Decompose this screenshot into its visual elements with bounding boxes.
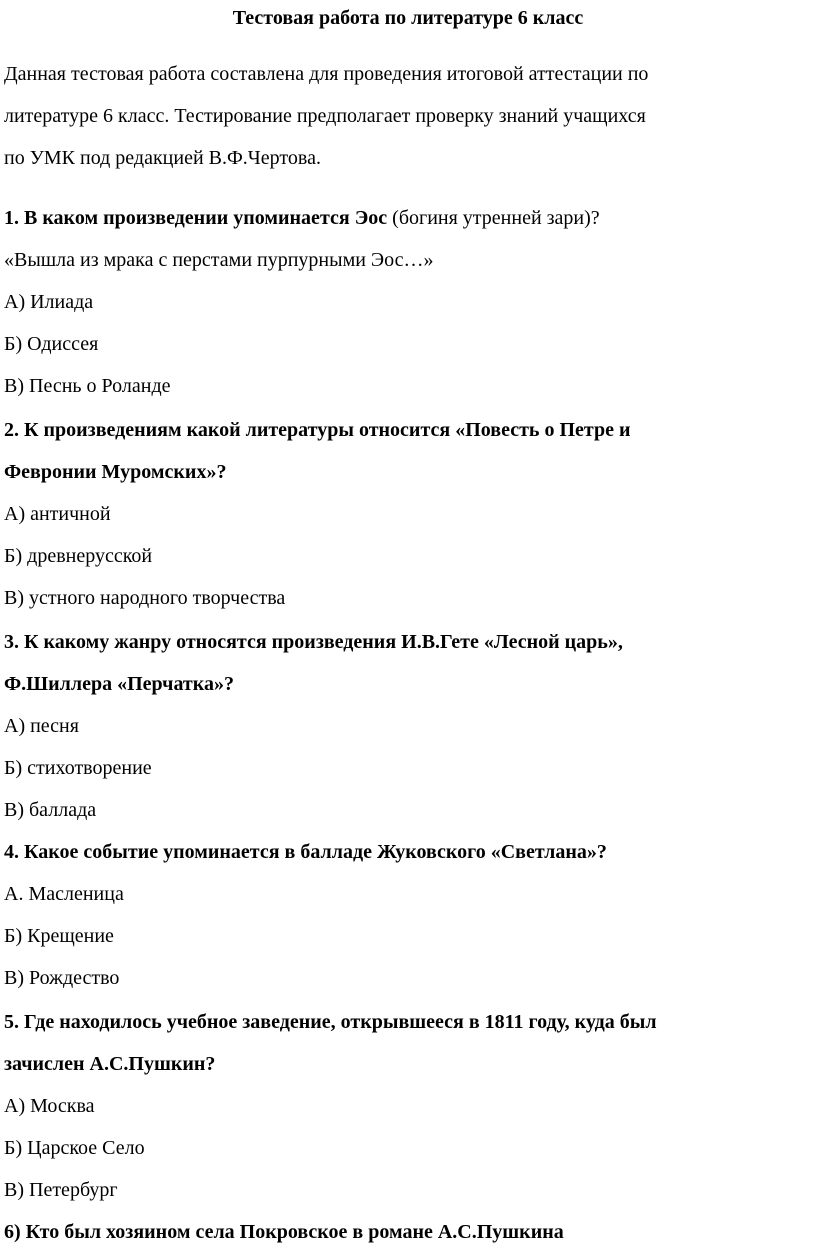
question-text: 3. К какому жанру относятся произведения И.В.Гете «Лесной царь», [4, 631, 623, 653]
question-text: Ф.Шиллера «Перчатка»? [4, 673, 234, 695]
answer-option: А) песня [4, 715, 79, 737]
answer-option: Б) Царское Село [4, 1137, 145, 1159]
answer-option: А) Илиада [4, 291, 94, 313]
answer-option: В) баллада [4, 799, 97, 821]
intro-line: Данная тестовая работа составлена для проведения итоговой аттестации по [4, 63, 649, 85]
intro-line: по УМК под редакцией В.Ф.Чертова. [4, 147, 321, 169]
question-bold-text: 1. В каком произведении упоминается Эос [4, 207, 388, 229]
answer-option: А) античной [4, 503, 111, 525]
question-text: 2. К произведениям какой литературы относится «Повесть о Петре и [4, 419, 631, 441]
intro-line: литературе 6 класс. Тестирование предполагает проверку знаний учащихся [4, 105, 646, 127]
answer-option: А. Масленица [4, 883, 124, 905]
question-text: зачислен А.С.Пушкин? [4, 1053, 216, 1075]
answer-option: А) Москва [4, 1095, 95, 1117]
question-text: 5. Где находилось учебное заведение, открывшееся в 1811 году, куда был [4, 1011, 657, 1033]
question-text: 6) Кто был хозяином села Покровское в романе А.С.Пушкина [4, 1221, 564, 1243]
question-text: 4. Какое событие упоминается в балладе Жуковского «Светлана»? [4, 841, 607, 863]
answer-option: В) Петербург [4, 1179, 118, 1201]
question-text [4, 208, 600, 228]
page-title: Тестовая работа по литературе 6 класс [232, 7, 584, 29]
question-text: Февронии Муромских»? [4, 461, 227, 483]
answer-option: В) устного народного творчества [4, 587, 286, 609]
answer-option: Б) стихотворение [4, 757, 152, 779]
answer-option: В) Рождество [4, 967, 120, 989]
answer-option: Б) Одиссея [4, 333, 99, 355]
question-quote: «Вышла из мрака с перстами пурпурными Эос…» [4, 249, 434, 271]
answer-option: В) Песнь о Роланде [4, 375, 171, 397]
answer-option: Б) древнерусской [4, 545, 153, 567]
answer-option: Б) Крещение [4, 925, 114, 947]
question-normal-text: (богиня утренней зари)? [387, 207, 600, 229]
